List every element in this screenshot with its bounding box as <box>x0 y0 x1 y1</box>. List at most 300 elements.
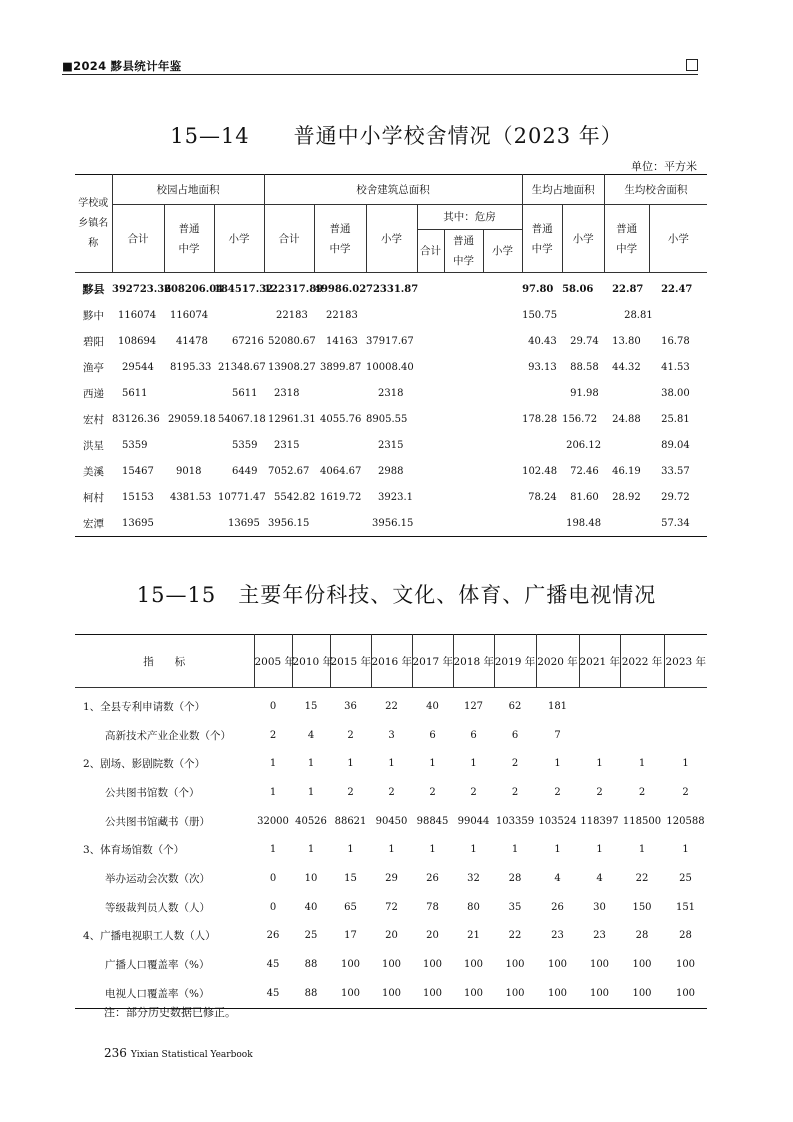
cell <box>483 458 522 484</box>
value-cell: 103359 <box>495 815 535 827</box>
value-cell: 2 <box>638 786 646 798</box>
value-cell: 6 <box>470 729 477 741</box>
cell: 108694 <box>118 335 157 347</box>
value-cell <box>664 721 707 750</box>
cell: 5359 <box>122 439 148 451</box>
value-cell: 45 <box>266 959 280 971</box>
indicator-label: 1、全县专利申请数（个） <box>83 700 206 713</box>
cell: 93.13 <box>528 361 557 373</box>
cell: 3956.15 <box>372 517 414 529</box>
cell <box>562 302 604 328</box>
header-year: 2018 年 <box>453 635 494 688</box>
header-per-building: 生均校舍面积 <box>604 175 707 205</box>
cell: 8195.33 <box>170 361 212 373</box>
value-cell: 2 <box>429 786 436 798</box>
cell: 41.53 <box>661 361 690 373</box>
cell: 13908.27 <box>268 361 316 373</box>
value-cell: 118397 <box>580 815 619 827</box>
cell: 150.75 <box>522 309 558 321</box>
header-campus-total: 合计 <box>112 205 164 273</box>
value-cell: 28 <box>679 930 692 942</box>
cell: 13695 <box>228 517 260 529</box>
table-row <box>75 835 707 864</box>
header-per-land: 生均占地面积 <box>522 175 604 205</box>
value-cell: 1 <box>511 844 519 856</box>
header-building-primary: 小学 <box>366 205 417 273</box>
cell: 83126.36 <box>112 413 160 425</box>
table-row <box>75 354 707 380</box>
cell: 67216 <box>232 335 264 347</box>
cell <box>444 510 483 537</box>
value-cell: 7 <box>554 729 561 741</box>
cell: 4064.67 <box>320 465 362 477</box>
value-cell: 1 <box>347 758 354 770</box>
value-cell: 4 <box>307 729 315 741</box>
value-cell: 0 <box>269 872 277 884</box>
cell <box>417 354 444 380</box>
cell <box>417 273 444 303</box>
cell: 9018 <box>176 465 202 477</box>
table-row <box>75 328 707 354</box>
value-cell: 2 <box>682 786 689 798</box>
value-cell: 80 <box>467 901 480 913</box>
cell: 38.00 <box>661 387 690 399</box>
value-cell: 29 <box>385 872 398 884</box>
cell: 46.19 <box>612 465 641 477</box>
cell <box>444 406 483 432</box>
cell: 81.60 <box>570 491 599 503</box>
square-icon <box>686 59 698 71</box>
value-cell: 22 <box>508 930 522 942</box>
value-cell: 1 <box>429 758 436 770</box>
cell <box>314 510 366 537</box>
value-cell: 32000 <box>257 815 289 827</box>
cell <box>444 380 483 406</box>
cell: 16.78 <box>661 335 690 347</box>
value-cell: 1 <box>347 844 354 856</box>
value-cell: 40526 <box>295 815 327 827</box>
header-building-middle: 普通中学 <box>314 205 366 273</box>
value-cell: 181 <box>547 700 568 712</box>
row-name: 黟县 <box>82 283 105 296</box>
value-cell: 1 <box>388 844 395 856</box>
value-cell: 6 <box>429 729 436 741</box>
cell: 178.28 <box>522 413 558 425</box>
cell: 91.98 <box>570 387 599 399</box>
cell: 54067.18 <box>218 413 266 425</box>
cell: 2315 <box>274 439 300 451</box>
value-cell <box>579 688 620 721</box>
header-bld-primary: 小学 <box>649 205 707 273</box>
table2-title: 15—15 主要年份科技、文化、体育、广播电视情况 <box>136 583 657 607</box>
cell: 122317.89 <box>264 283 324 295</box>
cell <box>444 328 483 354</box>
cell: 15467 <box>122 465 154 477</box>
value-cell: 1 <box>596 844 603 856</box>
value-cell <box>664 688 707 721</box>
value-cell: 17 <box>344 930 357 942</box>
value-cell: 10 <box>304 872 318 884</box>
value-cell: 2 <box>554 786 561 798</box>
table-row <box>75 893 707 922</box>
header-building: 校舍建筑总面积 <box>264 175 522 205</box>
header-text: ■2024 黟县统计年鉴 <box>62 59 182 73</box>
cell: 3899.87 <box>320 361 362 373</box>
cell <box>604 510 649 537</box>
value-cell: 100 <box>340 987 361 999</box>
value-cell: 62 <box>508 700 522 712</box>
cell <box>417 458 444 484</box>
value-cell: 150 <box>632 901 652 913</box>
value-cell: 1 <box>388 758 395 770</box>
header-danger: 其中：危房 <box>417 205 522 230</box>
value-cell: 90450 <box>375 815 408 827</box>
value-cell: 2 <box>388 786 395 798</box>
header-danger-total: 合计 <box>417 230 444 273</box>
cell: 208206.04 <box>164 283 224 295</box>
cell: 4055.76 <box>320 413 362 425</box>
indicator-label: 公共图书馆数（个） <box>105 786 200 799</box>
value-cell: 100 <box>340 959 361 971</box>
cell: 44.32 <box>612 361 641 373</box>
value-cell: 40 <box>304 901 318 913</box>
table-row <box>75 688 707 721</box>
table-row <box>75 302 707 328</box>
indicator-label: 2、剧场、影剧院数（个） <box>83 758 206 771</box>
cell <box>522 510 562 537</box>
value-cell: 1 <box>554 844 561 856</box>
page-header <box>62 58 698 75</box>
cell: 2318 <box>378 387 404 399</box>
value-cell: 4 <box>554 872 561 884</box>
cell: 198.48 <box>566 517 602 529</box>
cell: 37917.67 <box>366 335 414 347</box>
header-indicator: 指 标 <box>75 635 254 688</box>
value-cell: 88 <box>304 987 318 999</box>
value-cell: 45 <box>266 987 280 999</box>
school-building-table <box>75 174 707 537</box>
header-danger-middle: 普通中学 <box>444 230 483 273</box>
cell: 2315 <box>378 439 404 451</box>
cell <box>444 458 483 484</box>
indicator-label: 等级裁判员人数（人） <box>105 901 210 914</box>
table-row <box>75 864 707 893</box>
header-danger-primary: 小学 <box>483 230 522 273</box>
value-cell: 118500 <box>622 815 662 827</box>
header-year: 2005 年 <box>254 635 292 688</box>
cell: 78.24 <box>528 491 557 503</box>
value-cell: 65 <box>344 901 357 913</box>
cell: 102.48 <box>522 465 558 477</box>
row-name: 柯村 <box>83 491 104 504</box>
value-cell: 1 <box>307 758 315 770</box>
cell <box>604 380 649 406</box>
value-cell <box>620 688 664 721</box>
value-cell: 1 <box>638 844 646 856</box>
row-name: 渔亭 <box>83 361 104 374</box>
indicator-label: 举办运动会次数（次） <box>105 872 210 885</box>
value-cell: 88 <box>304 959 318 971</box>
value-cell: 151 <box>675 901 696 913</box>
cell: 5359 <box>232 439 258 451</box>
cell: 3923.1 <box>378 491 414 503</box>
value-cell: 20 <box>385 930 398 942</box>
cell: 52080.67 <box>268 335 316 347</box>
value-cell: 20 <box>426 930 439 942</box>
indicator-label: 高新技术产业企业数（个） <box>105 729 231 742</box>
value-cell: 1 <box>470 758 477 770</box>
value-cell: 1 <box>269 786 277 798</box>
value-cell: 2 <box>470 786 477 798</box>
cell <box>604 432 649 458</box>
cell: 13695 <box>122 517 154 529</box>
cell: 6449 <box>232 465 258 477</box>
cell <box>483 328 522 354</box>
value-cell: 2 <box>511 758 519 770</box>
cell: 33.57 <box>661 465 690 477</box>
header-year: 2021 年 <box>579 635 620 688</box>
table-row <box>75 380 707 406</box>
value-cell: 2 <box>511 786 519 798</box>
value-cell: 100 <box>589 959 610 971</box>
cell <box>417 432 444 458</box>
value-cell: 25 <box>304 930 318 942</box>
cell: 2988 <box>378 465 404 477</box>
value-cell: 100 <box>463 959 484 971</box>
cell: 49986.02 <box>314 283 367 295</box>
cell: 1619.72 <box>320 491 362 503</box>
cell <box>417 302 444 328</box>
cell: 5611 <box>122 387 148 399</box>
value-cell: 15 <box>304 700 318 712</box>
cell: 57.34 <box>661 517 690 529</box>
value-cell: 1 <box>470 844 477 856</box>
cell <box>164 510 214 537</box>
cell <box>483 510 522 537</box>
cell: 89.04 <box>661 439 690 451</box>
cell <box>417 406 444 432</box>
header-rowhead: 学校或乡镇名称 <box>75 175 112 273</box>
value-cell: 1 <box>682 844 689 856</box>
value-cell <box>579 721 620 750</box>
table-row <box>75 721 707 750</box>
header-year: 2016 年 <box>371 635 412 688</box>
value-cell: 22 <box>635 872 649 884</box>
table-row <box>75 950 707 979</box>
value-cell: 25 <box>679 872 692 884</box>
cell: 10771.47 <box>218 491 266 503</box>
row-name: 黟中 <box>83 309 104 322</box>
cell: 156.72 <box>562 413 598 425</box>
row-name: 西递 <box>83 387 104 400</box>
indicator-label: 广播人口覆盖率（%） <box>105 959 210 972</box>
cell: 116074 <box>118 309 157 321</box>
cell <box>483 354 522 380</box>
cell: 7052.67 <box>268 465 310 477</box>
value-cell: 100 <box>675 959 696 971</box>
header-land-middle: 普通中学 <box>522 205 562 273</box>
value-cell: 100 <box>422 959 443 971</box>
table-row <box>75 510 707 537</box>
table-row <box>75 406 707 432</box>
cell: 206.12 <box>566 439 602 451</box>
header-year: 2010 年 <box>292 635 330 688</box>
cell <box>164 432 214 458</box>
cell <box>522 432 562 458</box>
value-cell: 1 <box>682 758 689 770</box>
cell: 3956.15 <box>268 517 310 529</box>
cell: 25.81 <box>661 413 690 425</box>
value-cell: 100 <box>547 959 568 971</box>
value-cell: 35 <box>508 901 522 913</box>
cell: 2318 <box>274 387 300 399</box>
cell <box>164 380 214 406</box>
cell: 28.81 <box>624 309 653 321</box>
cell <box>444 354 483 380</box>
row-name: 碧阳 <box>83 335 104 348</box>
cell: 22.87 <box>612 283 644 295</box>
cell: 29.74 <box>570 335 599 347</box>
table-row <box>75 749 707 778</box>
cell: 29.72 <box>661 491 690 503</box>
cell: 15153 <box>122 491 154 503</box>
cell: 392723.36 <box>112 283 172 295</box>
header-campus-primary: 小学 <box>214 205 264 273</box>
value-cell: 1 <box>307 786 315 798</box>
table1-title: 15—14 普通中小学校舍情况（2023 年） <box>170 124 623 148</box>
table1-unit: 单位：平方米 <box>631 160 697 173</box>
value-cell: 103524 <box>538 815 577 827</box>
value-cell: 23 <box>593 930 606 942</box>
table-row <box>75 484 707 510</box>
table-row <box>75 778 707 807</box>
footer-english: Yixian Statistical Yearbook <box>130 1050 253 1060</box>
cell: 116074 <box>170 309 209 321</box>
value-cell: 1 <box>269 844 277 856</box>
cell <box>417 484 444 510</box>
cell: 4381.53 <box>170 491 212 503</box>
cell <box>483 273 522 303</box>
header-land-primary: 小学 <box>562 205 604 273</box>
cell <box>483 432 522 458</box>
value-cell: 88621 <box>334 815 367 827</box>
header-year: 2019 年 <box>494 635 536 688</box>
row-name: 宏村 <box>83 413 104 426</box>
cell: 184517.32 <box>214 283 274 295</box>
value-cell: 2 <box>596 786 603 798</box>
value-cell: 127 <box>463 700 484 712</box>
table-row <box>75 807 707 836</box>
value-cell: 26 <box>266 930 280 942</box>
value-cell: 100 <box>422 987 443 999</box>
header-year: 2017 年 <box>412 635 453 688</box>
value-cell: 28 <box>635 930 649 942</box>
culture-stats-table <box>75 634 707 1009</box>
cell: 97.80 <box>522 283 554 295</box>
cell <box>314 432 366 458</box>
cell: 21348.67 <box>218 361 266 373</box>
value-cell: 26 <box>426 872 439 884</box>
indicator-label: 公共图书馆藏书（册） <box>105 815 210 828</box>
cell: 12961.31 <box>268 413 316 425</box>
value-cell: 3 <box>388 729 395 741</box>
header-campus: 校园占地面积 <box>112 175 264 205</box>
cell: 28.92 <box>612 491 641 503</box>
value-cell: 1 <box>554 758 561 770</box>
cell: 13.80 <box>612 335 641 347</box>
value-cell: 98845 <box>416 815 449 827</box>
cell: 5542.82 <box>274 491 316 503</box>
value-cell: 100 <box>505 987 525 999</box>
value-cell: 100 <box>632 959 652 971</box>
cell <box>417 380 444 406</box>
cell <box>314 380 366 406</box>
value-cell: 1 <box>307 844 315 856</box>
value-cell: 100 <box>381 959 402 971</box>
cell: 40.43 <box>528 335 557 347</box>
cell <box>444 302 483 328</box>
cell: 29059.18 <box>168 413 216 425</box>
value-cell: 100 <box>675 987 696 999</box>
value-cell: 2 <box>269 729 277 741</box>
cell <box>483 302 522 328</box>
cell <box>649 302 707 328</box>
cell: 72.46 <box>570 465 599 477</box>
cell <box>444 273 483 303</box>
table-row <box>75 273 707 303</box>
cell: 72331.87 <box>366 283 419 295</box>
value-cell: 32 <box>467 872 480 884</box>
cell: 24.88 <box>612 413 641 425</box>
cell: 14163 <box>326 335 358 347</box>
row-name: 美溪 <box>83 465 104 478</box>
footnote: 注：部分历史数据已修正。 <box>104 1006 236 1019</box>
indicator-label: 3、体育场馆数（个） <box>83 844 185 857</box>
indicator-label: 电视人口覆盖率（%） <box>105 987 210 1000</box>
cell <box>483 406 522 432</box>
value-cell: 2 <box>347 786 354 798</box>
row-name: 洪星 <box>83 439 104 452</box>
value-cell: 72 <box>385 901 398 913</box>
value-cell: 100 <box>589 987 610 999</box>
indicator-label: 4、广播电视职工人数（人） <box>83 930 216 943</box>
value-cell: 1 <box>269 758 277 770</box>
cell: 8905.55 <box>366 413 408 425</box>
value-cell: 1 <box>638 758 646 770</box>
cell: 22183 <box>326 309 358 321</box>
cell <box>444 432 483 458</box>
row-name: 宏潭 <box>83 517 104 530</box>
header-year: 2022 年 <box>620 635 664 688</box>
cell: 10008.40 <box>366 361 414 373</box>
value-cell: 0 <box>269 901 277 913</box>
header-year: 2023 年 <box>664 635 707 688</box>
value-cell: 15 <box>344 872 357 884</box>
cell <box>214 302 264 328</box>
value-cell: 28 <box>508 872 522 884</box>
cell <box>366 302 417 328</box>
value-cell: 78 <box>426 901 439 913</box>
table-row <box>75 458 707 484</box>
header-year: 2020 年 <box>536 635 579 688</box>
value-cell: 2 <box>347 729 354 741</box>
table-row <box>75 432 707 458</box>
value-cell: 4 <box>596 872 603 884</box>
value-cell: 120588 <box>666 815 705 827</box>
value-cell: 100 <box>381 987 402 999</box>
page-number: 236 <box>104 1046 127 1060</box>
value-cell: 40 <box>426 700 439 712</box>
